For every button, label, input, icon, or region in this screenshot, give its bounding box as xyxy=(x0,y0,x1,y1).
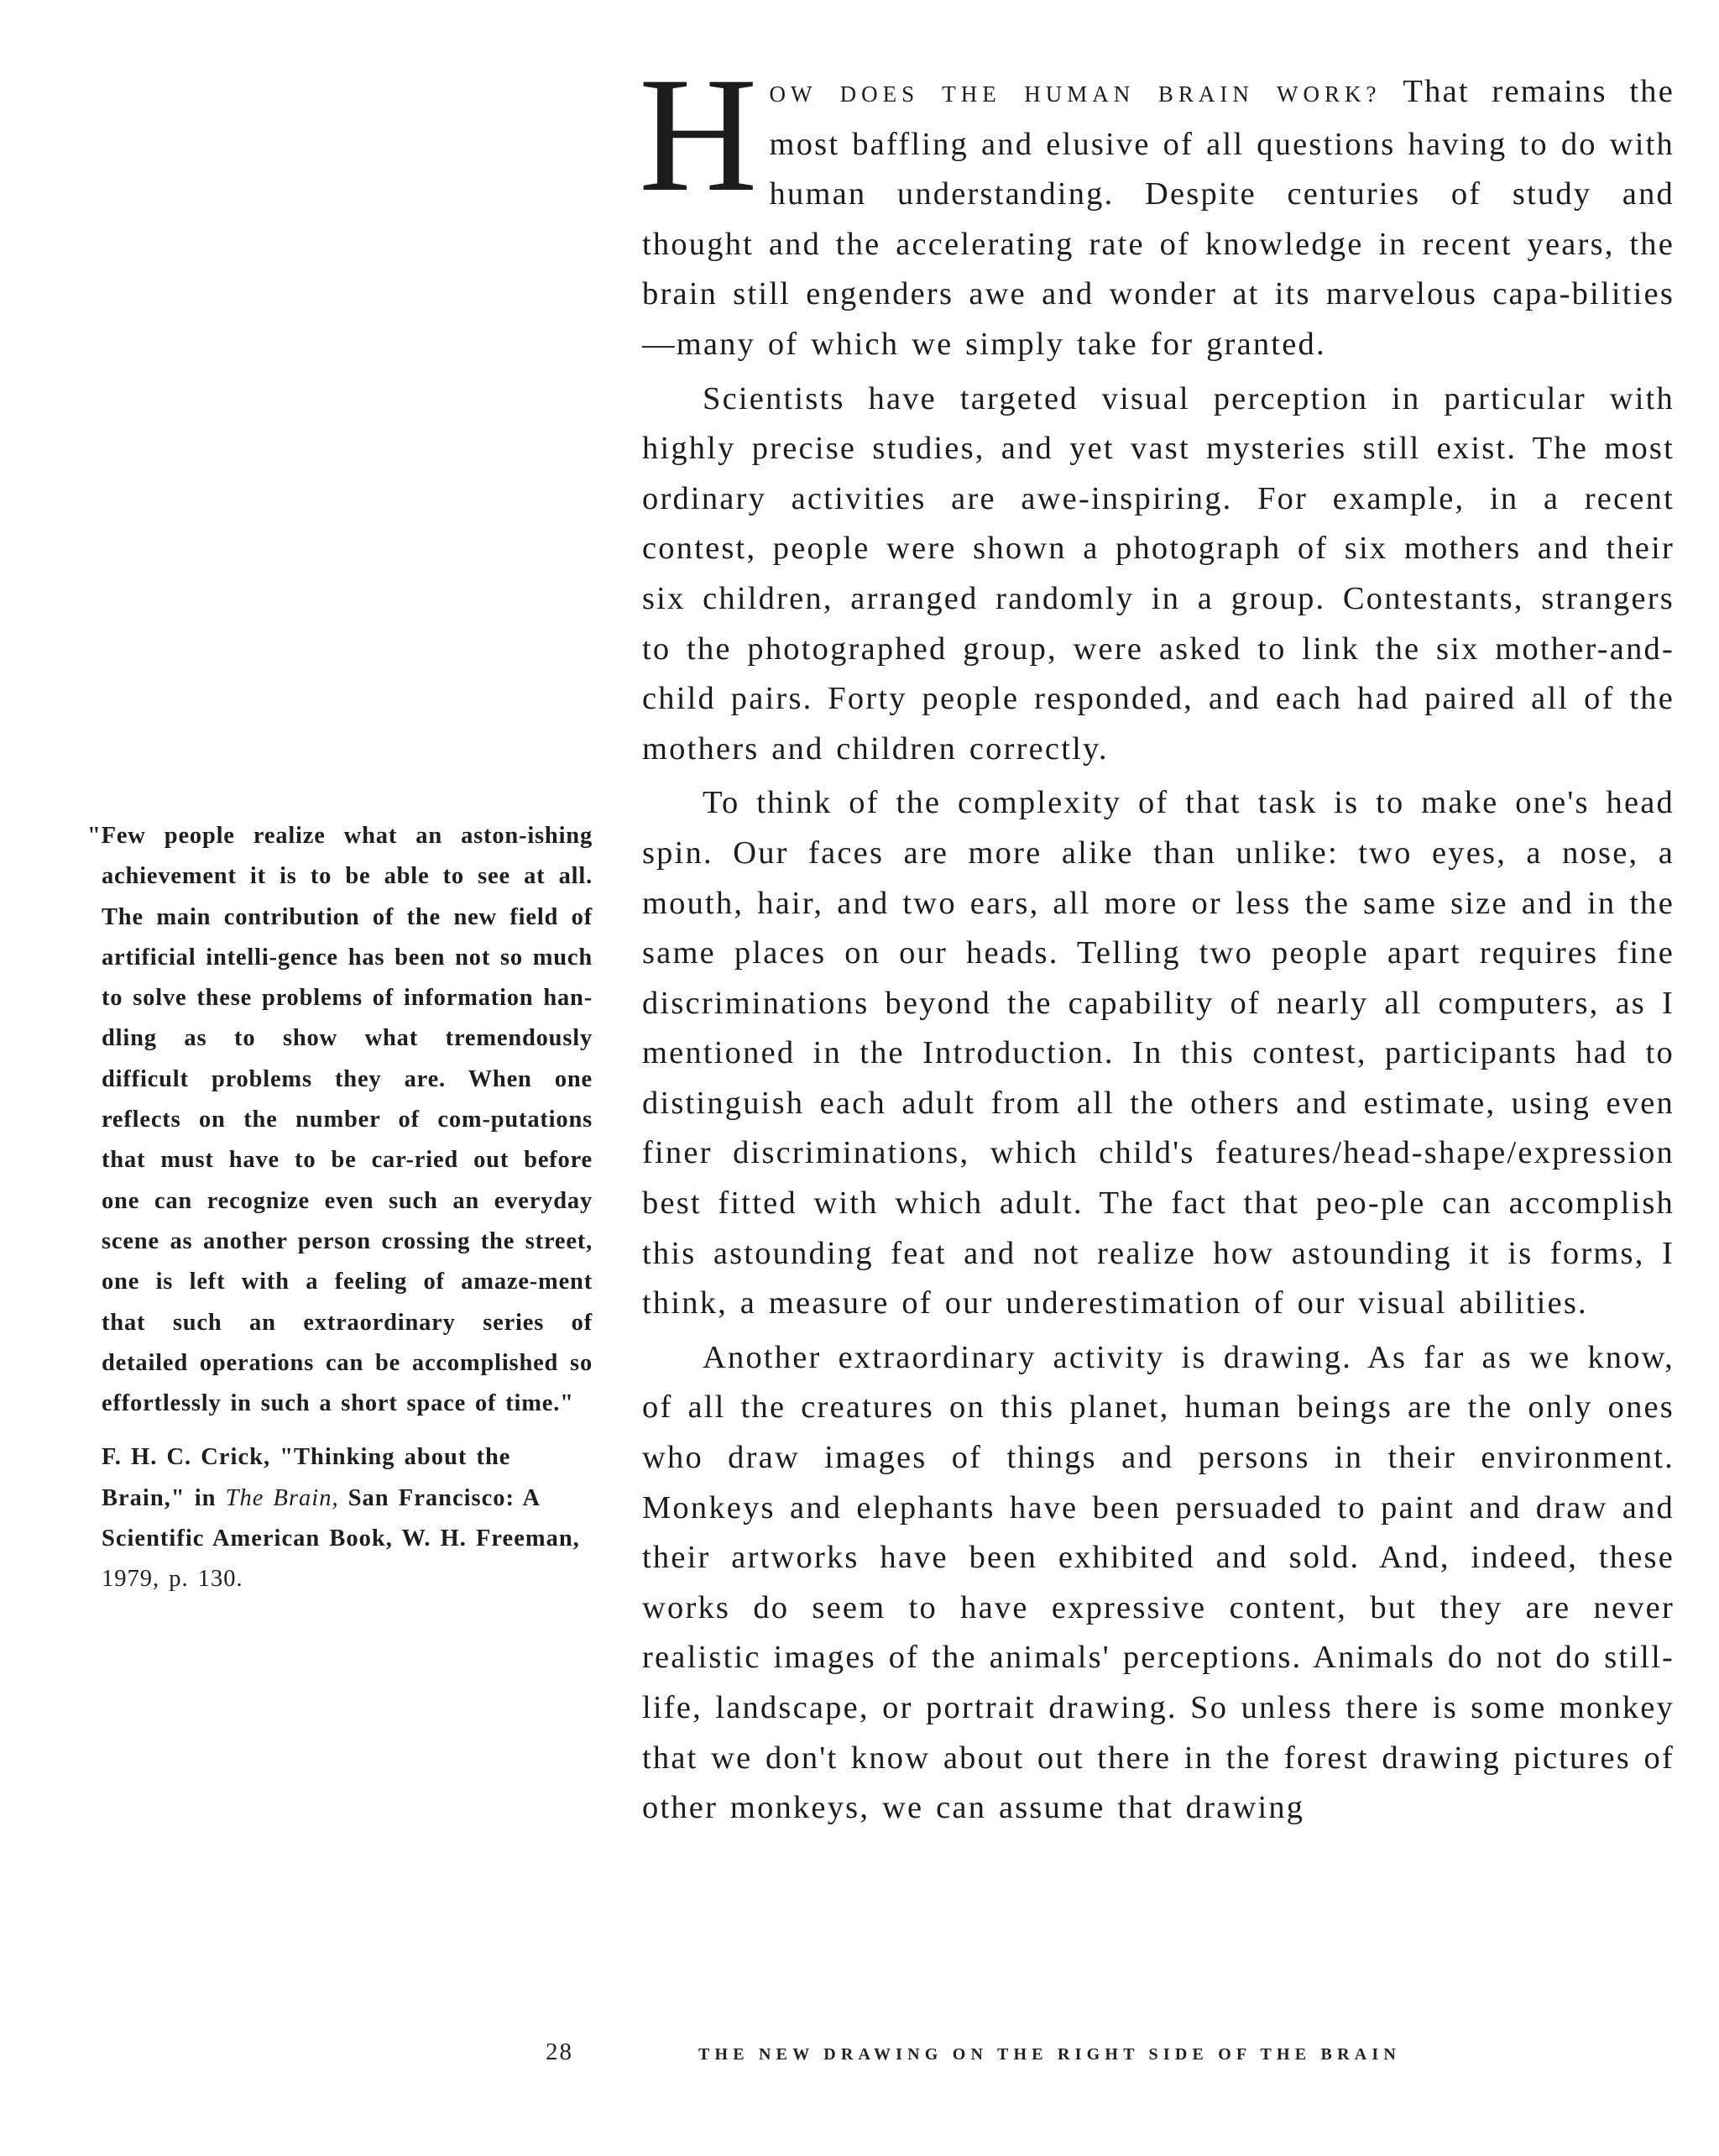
sidebar-citation xyxy=(102,1437,593,1599)
sidebar-quote: "Few people realize what an aston-ishing achievement it is to be able to see at all. The main contribution of the new field of artificial intelli-gence has been not so much to solve these problems of information han-dling as to show what tremendously difficult problems they are. When one reflects on the number of com-putations that must have to be car-ried out before one can recognize even such an everyday scene as another person crossing the street, one is left with a feeling of amaze-ment that such an extraordinary series of detailed operations can be accomplished so effortlessly in such a short space of time." xyxy=(87,823,593,1417)
drop-cap: H xyxy=(639,44,758,226)
paragraph-4: Another extraordinary activity is drawing. As far as we know, of all the creatures on this planet, human beings are the only ones who draw images of things and persons in their environment. Monkeys and elephants have been persuaded to paint and draw and their artworks have been exhibited and sold. And, indeed, these works do seem to have expressive content, but they are never realistic images of the animals' perceptions. Animals do not do still-life, landscape, or portrait drawing. So unless there is some monkey that we don't know about out there in the forest drawing pictures of other monkeys, we can assume that drawing xyxy=(642,1339,1675,1826)
citation-year-page: 1979, p. 130. xyxy=(102,1566,243,1593)
paragraph-1-text: That remains the most baffling and elusive of all questions having to do with human understanding. Despite centuries of study and thought and the accelerating rate of knowledge in recent years, the brain still engenders awe and wonder at its marvelous capa-bilities—many of which we simply take for granted. xyxy=(642,74,1675,362)
main-text-column xyxy=(639,44,1675,1838)
paragraph-1 xyxy=(639,44,1675,370)
sidebar-quote-block xyxy=(87,816,593,1600)
running-title: THE NEW DRAWING ON THE RIGHT SIDE OF THE BRAIN xyxy=(698,2045,1401,2064)
citation-author: F. H. C. Crick, "Thinking about the Brain," in xyxy=(102,1444,511,1511)
paragraph-2: Scientists have targeted visual perception in particular with highly precise studies, and yet vast mysteries still exist. The most ordinary activities are awe-inspiring. For example, in a recent contest, people were shown a photograph of six mothers and their six children, arranged randomly in a group. Contestants, strangers to the photographed group, were asked to link the six mother-and-child pairs. Forty people responded, and each had paired all of the mothers and children correctly. xyxy=(642,380,1675,767)
lead-in-small-caps: OW DOES THE HUMAN BRAIN WORK? xyxy=(769,81,1382,107)
citation-publisher: San Francisco: A Scientific American Book, W. H. Freeman, xyxy=(102,1484,580,1552)
paragraph-3: To think of the complexity of that task is to make one's head spin. Our faces are more alike than unlike: two eyes, a nose, a mouth, hair, and two ears, all more or less the same size and in the same places on our heads. Telling two people apart requires fine discriminations beyond the capability of nearly all computers, as I mentioned in the Introduction. In this contest, participants had to distinguish each adult from all the others and estimate, using even finer discriminations, which child's features/head-shape/expression best fitted with which adult. The fact that peo-ple can accomplish this astounding feat and not realize how astounding it is forms, I think, a measure of our underestimation of our visual abilities. xyxy=(642,785,1675,1321)
page-number: 28 xyxy=(546,2038,573,2065)
citation-book-title: The Brain, xyxy=(225,1484,339,1511)
